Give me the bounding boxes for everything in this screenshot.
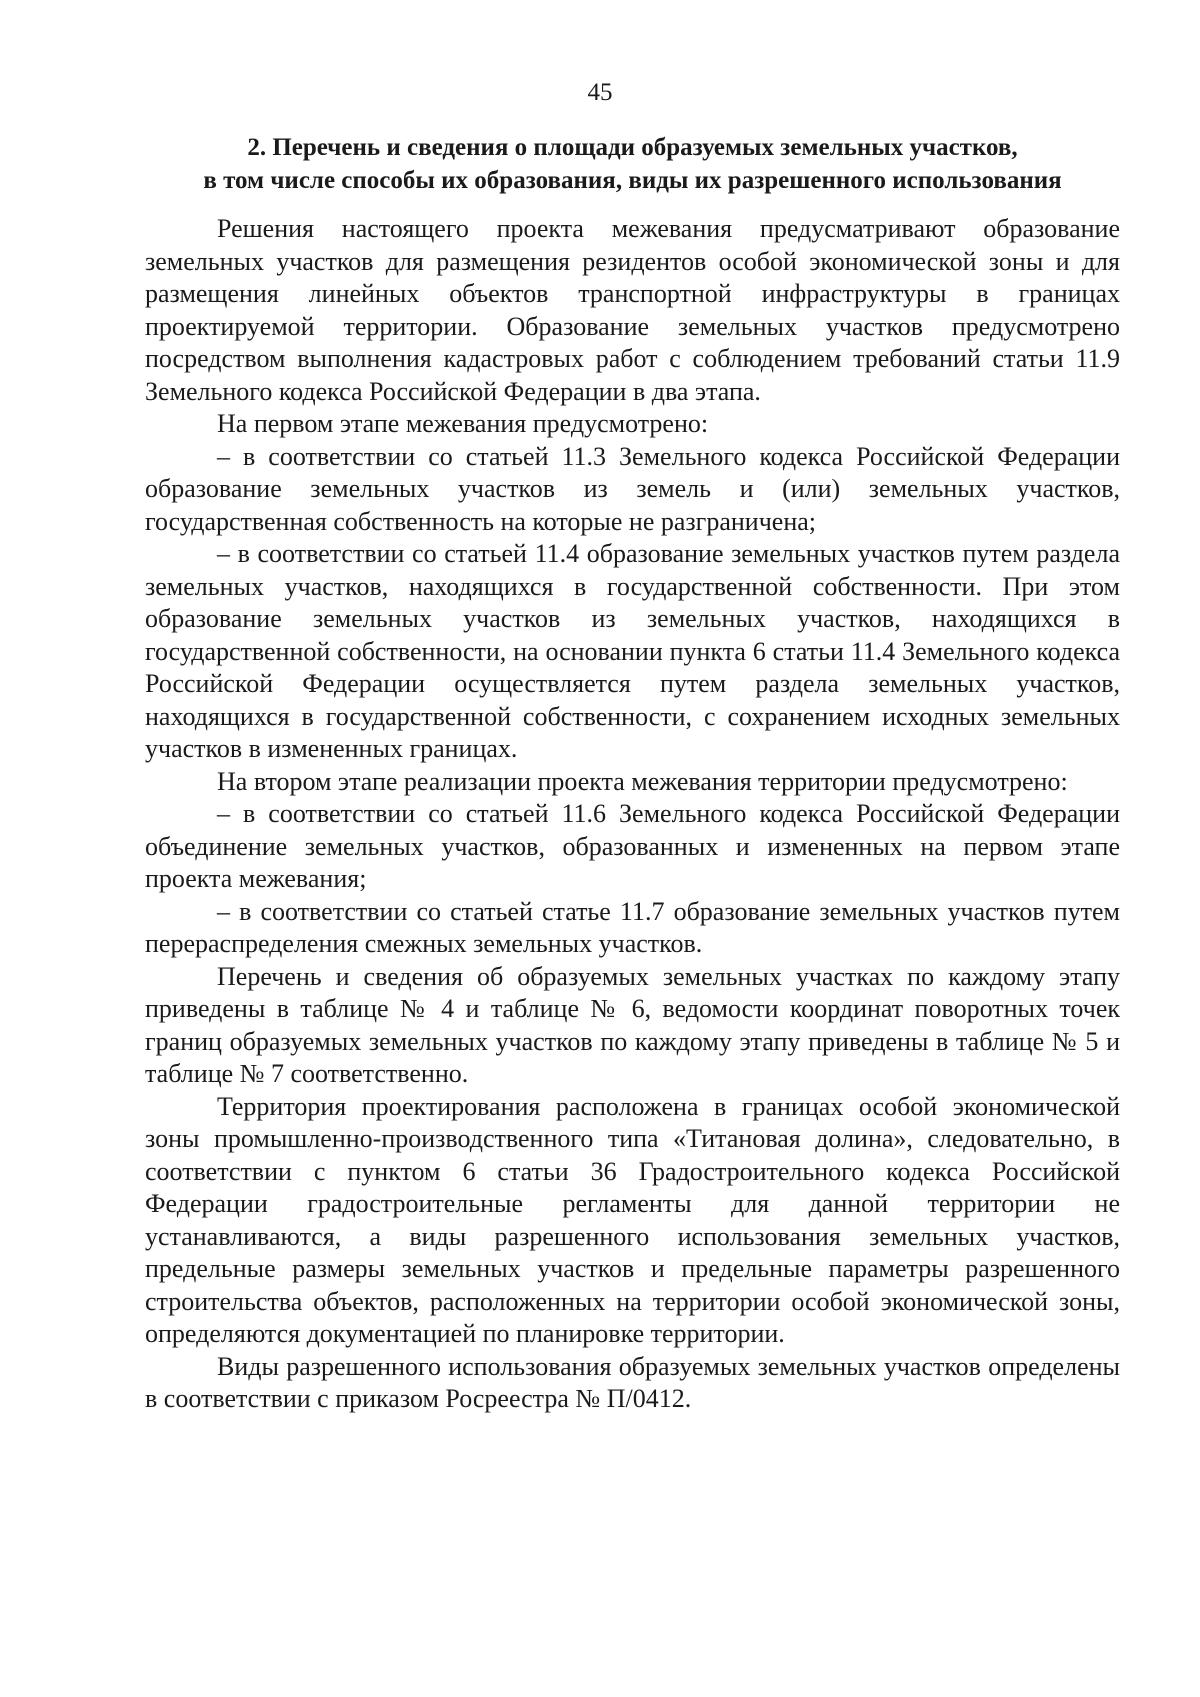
paragraph: На втором этапе реализации проекта межевания территории предусмотрено:	[217, 766, 1068, 796]
paragraph: Виды разрешенного использования образуемых земельных участков определены в соответствии с приказом Росреестра № П/0412.	[145, 1351, 1120, 1413]
paragraph: Решения настоящего проекта межевания предусматривают образование земельных участков для размещения резидентов особой экономической зоны и для размещения линейных объектов транспортной инфраструктуры в границах проектируемой территории. Образование земельных участков предусмотрено посредством выполнения кадастровых работ с соблюдением требований статьи 11.9 Земельного кодекса Российской Федерации в два этапа.	[145, 214, 1120, 406]
body-text	[145, 213, 1120, 1416]
list-item: – в соответствии со статьей 11.6 Земельного кодекса Российской Федерации объединение земельных участков, образованных и измененных на первом этапе проекта межевания;	[145, 799, 1120, 893]
paragraph: Территория проектирования расположена в границах особой экономической зоны промышленно-производственного типа «Титановая долина», следовательно, в соответствии с пунктом 6 статьи 36 Градостроительного кодекса Российской Федерации градостроительные регламенты для данной территории не устанавливаются, а виды разрешенного использования земельных участков, предельные размеры земельных участков и предельные параметры разрешенного строительства объектов, расположенных на территории особой экономической зоны, определяются документацией по планировке территории.	[145, 1091, 1120, 1348]
section-heading-line-2: в том числе способы их образования, виды их разрешенного использования	[203, 167, 1062, 194]
list-item: – в соответствии со статьей 11.3 Земельного кодекса Российской Федерации образование земельных участков из земель и (или) земельных участков, государственная собственность на которые не разграничена;	[145, 441, 1120, 536]
section-heading	[140, 131, 1125, 197]
paragraph: Перечень и сведения об образуемых земельных участках по каждому этапу приведены в таблице № 4 и таблице № 6, ведомости координат поворотных точек границ образуемых земельных участков по каждому этапу приведены в таблице № 5 и таблице № 7 соответственно.	[145, 961, 1120, 1088]
section-heading-line-1: 2. Перечень и сведения о площади образуемых земельных участков,	[247, 134, 1018, 161]
list-item: – в соответствии со статьей статье 11.7 образование земельных участков путем перераспределения смежных земельных участков.	[145, 896, 1120, 958]
page-number: 45	[587, 79, 613, 106]
list-item: – в соответствии со статьей 11.4 образование земельных участков путем раздела земельных участков, находящихся в государственной собственности. При этом образование земельных участков из земельных участков, находящихся в государственной собственности, на основании пункта 6 статьи 11.4 Земельного кодекса Российской Федерации осуществляется путем раздела земельных участков, находящихся в государственной собственности, с сохранением исходных земельных участков в измененных границах.	[145, 539, 1120, 763]
paragraph: На первом этапе межевания предусмотрено:	[217, 409, 709, 438]
